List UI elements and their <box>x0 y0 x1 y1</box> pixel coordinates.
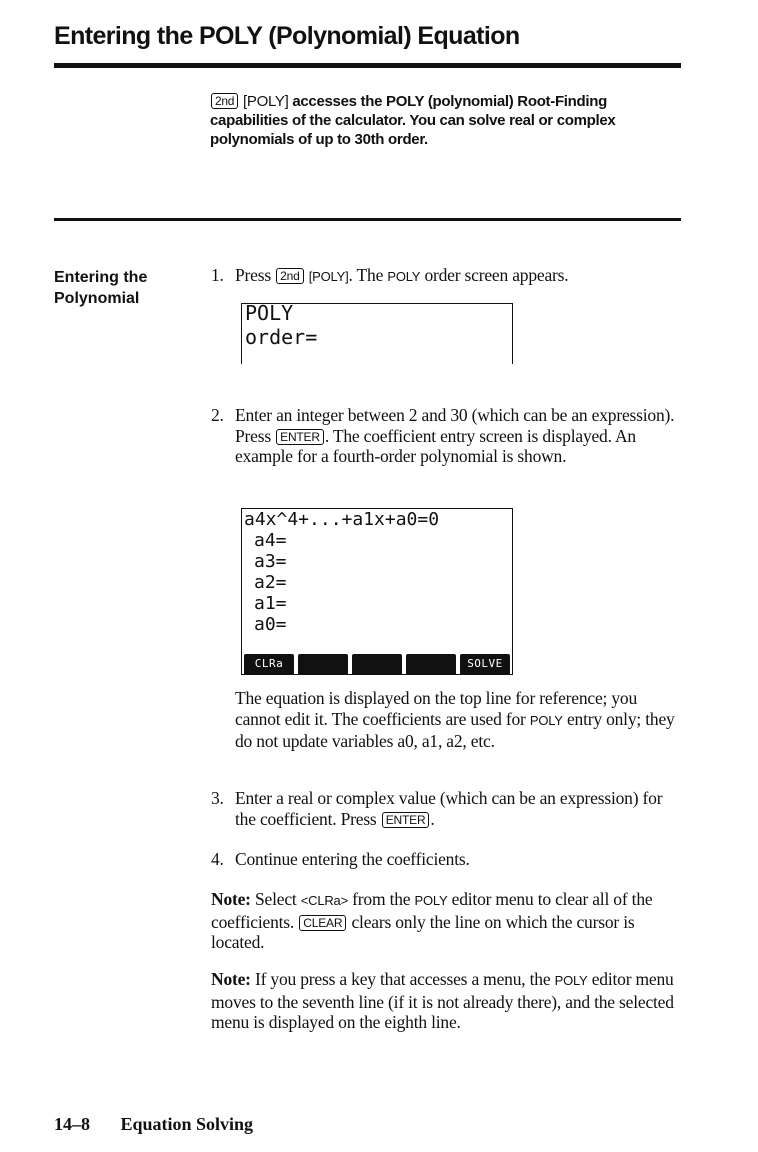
step-text: . <box>430 808 435 829</box>
poly-word: POLY <box>387 269 421 284</box>
step-text: Enter a real or complex value (which can be an expression) for the coefficient. Press <box>235 788 663 829</box>
note-menu <box>211 969 681 1033</box>
step-text: order screen appears. <box>424 265 569 285</box>
step-text: Enter an integer between 2 and 30 (which can be an expression). Press <box>235 405 675 446</box>
step-1 <box>211 265 681 288</box>
step-number: 1. <box>211 265 224 285</box>
poly-word: POLY <box>554 973 588 988</box>
key-2nd: 2nd <box>211 93 238 109</box>
note-text: Select <box>255 889 297 909</box>
note-label: Note: <box>211 969 251 989</box>
poly-word: POLY <box>529 712 563 728</box>
menu-empty <box>406 654 456 674</box>
screen-menu-bar <box>242 654 512 674</box>
menu-empty <box>298 654 348 674</box>
step-4 <box>211 849 681 870</box>
step-2 <box>211 405 681 467</box>
explanation-text: entry only; they do not update variables a0, a1, a2, etc. <box>235 708 675 751</box>
poly-key-label: [POLY] <box>308 269 349 284</box>
coefficient-line: a2= <box>254 572 287 593</box>
menu-item-clra: <CLRa> <box>300 893 348 908</box>
page-footer <box>54 1114 253 1135</box>
explanation-text: The equation is displayed on the top line for reference; you cannot edit it. The coefficients are used for <box>235 688 638 729</box>
note-text: clears only the line on which the cursor is located. <box>211 911 635 952</box>
coefficient-line: a4= <box>254 530 287 551</box>
section-rule <box>54 218 681 221</box>
key-enter: ENTER <box>382 812 430 828</box>
page-number: 14–8 <box>54 1114 90 1134</box>
note-label: Note: <box>211 889 251 909</box>
equation-line: a4x^4+...+a1x+a0=0 <box>244 509 440 530</box>
step-number: 3. <box>211 788 224 808</box>
intro-text: accesses the POLY (polynomial) Root-Finding capabilities of the calculator. You can solve real or complex polynomials of up to 30th order. <box>210 93 616 148</box>
key-enter: ENTER <box>276 429 324 445</box>
note-text: editor menu moves to the seventh line (if it is not already there), and the selected menu is displayed on the eighth line. <box>211 969 674 1032</box>
note-text: editor menu to clear all of the coefficients. <box>211 889 653 932</box>
menu-empty <box>352 654 402 674</box>
step-text: . The coefficient entry screen is displayed. An example for a fourth-order polynomial is shown. <box>235 425 636 466</box>
step-text: . The <box>348 265 384 285</box>
coefficient-line: a3= <box>254 551 287 572</box>
menu-clra: CLRa <box>244 654 294 674</box>
note-text: from the <box>352 889 411 909</box>
step-text: Press <box>235 265 271 285</box>
key-2nd: 2nd <box>276 268 303 284</box>
menu-solve: SOLVE <box>460 654 510 674</box>
step-text: Continue entering the coefficients. <box>235 849 470 869</box>
step-number: 2. <box>211 405 224 425</box>
calculator-screen-coefficients <box>241 508 513 675</box>
coefficient-line: a0= <box>254 614 287 635</box>
poly-key-label: [POLY] <box>243 93 289 110</box>
title-rule <box>54 63 681 68</box>
note-clear <box>211 889 681 953</box>
screen-line: POLY <box>245 301 294 325</box>
poly-word: POLY <box>414 893 448 908</box>
step-3 <box>211 788 681 829</box>
explanation-paragraph <box>235 688 683 752</box>
key-clear: CLEAR <box>299 915 346 931</box>
coefficient-line: a1= <box>254 593 287 614</box>
screen-line: order= <box>245 325 318 349</box>
note-text: If you press a key that accesses a menu, the <box>255 969 551 989</box>
footer-section-name: Equation Solving <box>120 1114 254 1134</box>
step-number: 4. <box>211 849 224 869</box>
intro-paragraph <box>210 92 680 149</box>
page-title: Entering the POLY (Polynomial) Equation <box>54 22 520 50</box>
calculator-screen-poly-order <box>241 303 513 364</box>
section-heading: Entering the Polynomial <box>54 269 148 307</box>
